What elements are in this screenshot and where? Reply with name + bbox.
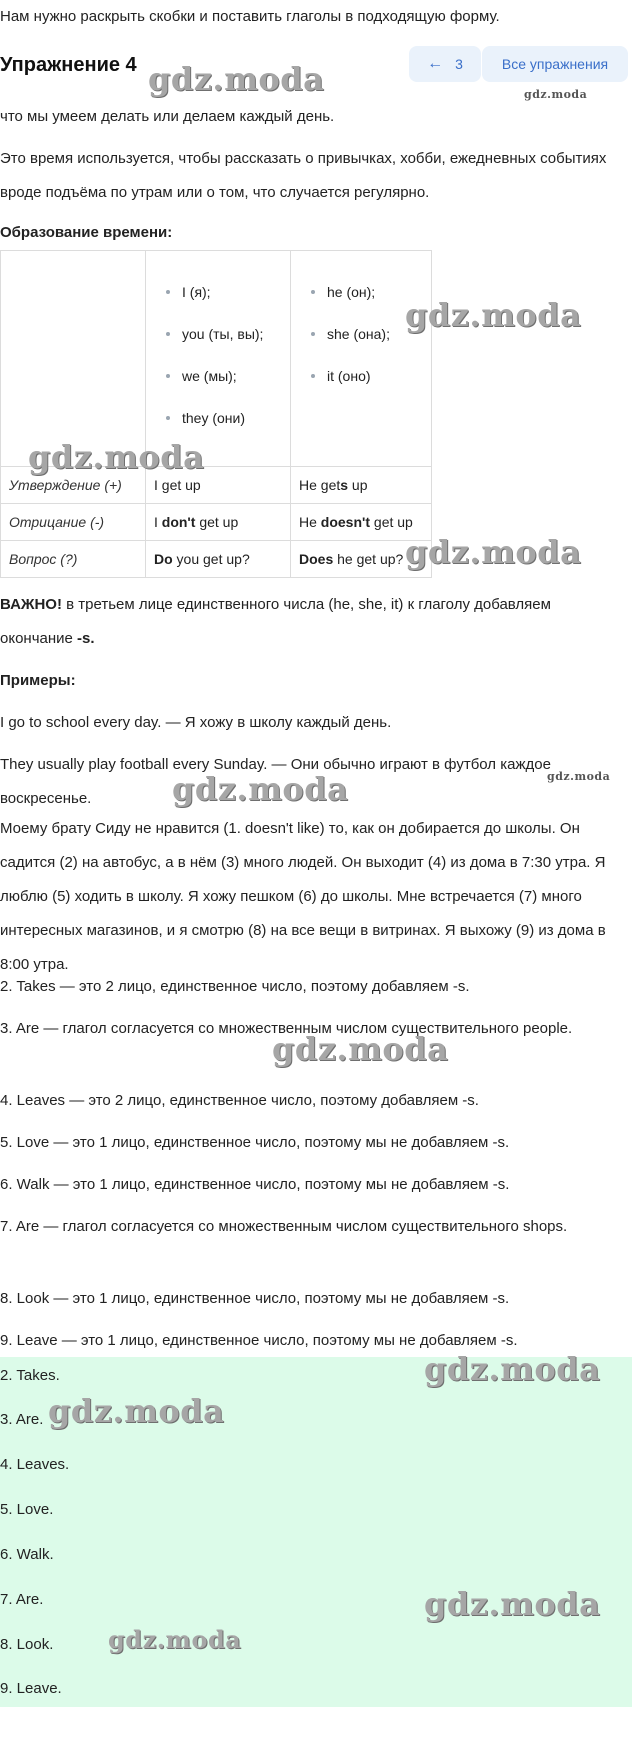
page-title: Упражнение 4 — [0, 54, 137, 76]
table-cell: Do you get up? — [146, 541, 291, 578]
watermark-logo: gdz.moda — [272, 1030, 449, 1068]
table-cell: I get up — [146, 467, 291, 504]
pronoun-item: you (ты, вы); — [166, 319, 282, 361]
watermark-logo: gdz.moda — [405, 533, 582, 571]
table-cell: He doesn't get up — [291, 504, 432, 541]
explanation-item: 4. Leaves — это 2 лицо, единственное число, поэтому добавляем -s. — [0, 1092, 479, 1109]
pronoun-item: he (он); — [311, 277, 423, 319]
watermark-logo: gdz.moda — [48, 1392, 225, 1430]
explanation-item: 3. Are — глагол согласуется со множественным числом существительного people. — [0, 1020, 573, 1037]
previous-exercise-button[interactable] — [409, 46, 481, 82]
answer-item: 8. Look. — [0, 1636, 54, 1653]
example-1: I go to school every day. — Я хожу в школу каждый день. — [0, 714, 392, 731]
watermark-logo: gdz.moda — [108, 1625, 242, 1654]
theory-paragraph-1: что мы умеем делать или делаем каждый день. — [0, 108, 335, 125]
watermark-logo: gdz.moda — [424, 1350, 601, 1388]
important-note: ВАЖНО! в третьем лице единственного числа (he, she, it) к глаголу добавляем окончание -s. — [0, 596, 551, 647]
conjugation-table — [0, 250, 432, 578]
watermark-logo: gdz.moda — [424, 1585, 601, 1623]
all-exercises-button[interactable]: Все упражнения — [482, 46, 628, 82]
translation-text: Моему брату Сиду не нравится (1. doesn't like) то, как он добирается до школы. Он садится (2) на автобус, а в нём (3) много людей. Он выходит (4) из дома в 7:30 утра. Я люблю (5) ходить в школу. Я хожу пешком (6) до школы. Мне встречается (7) много интересных магазинов, и я смотрю (8) на все вещи в витринах. Я выхожу (9) из дома в 8:00 утра. — [0, 820, 606, 973]
row-label: Утверждение (+) — [1, 467, 146, 504]
table-row — [1, 504, 432, 541]
pronoun-item: we (мы); — [166, 361, 282, 403]
table-pronouns-singular — [291, 251, 432, 467]
watermark-logo: gdz.moda — [172, 770, 349, 808]
theory-paragraph-2: Это время используется, чтобы рассказать о привычках, хобби, ежедневных событиях вроде подъёма по утрам или о том, что случается регулярно. — [0, 150, 607, 201]
explanation-item: 8. Look — это 1 лицо, единственное число, поэтому мы не добавляем -s. — [0, 1290, 510, 1307]
task-intro: Нам нужно раскрыть скобки и поставить глаголы в подходящую форму. — [0, 8, 500, 25]
pronoun-item: it (оно) — [311, 361, 423, 403]
explanation-item: 7. Are — глагол согласуется со множественным числом существительного shops. — [0, 1218, 568, 1235]
explanation-item: 9. Leave — это 1 лицо, единственное число, поэтому мы не добавляем -s. — [0, 1332, 518, 1349]
arrow-left-icon: ← — [427, 55, 444, 72]
table-header-row — [1, 251, 432, 467]
formation-heading: Образование времени: — [0, 224, 173, 241]
answer-item: 2. Takes. — [0, 1367, 60, 1384]
table-cell: He gets up — [291, 467, 432, 504]
watermark-logo: gdz.moda — [148, 60, 325, 98]
pronoun-item: she (она); — [311, 319, 423, 361]
answer-item: 3. Are. — [0, 1411, 44, 1428]
table-corner-cell — [1, 251, 146, 467]
table-pronouns-plural — [146, 251, 291, 467]
answer-item: 9. Leave. — [0, 1680, 62, 1697]
examples-heading: Примеры: — [0, 672, 76, 689]
watermark-logo: gdz.moda — [28, 438, 205, 476]
watermark-logo: gdz.moda — [524, 88, 588, 101]
table-row — [1, 541, 432, 578]
table-cell: I don't get up — [146, 504, 291, 541]
row-label: Вопрос (?) — [1, 541, 146, 578]
explanation-item: 6. Walk — это 1 лицо, единственное число, поэтому мы не добавляем -s. — [0, 1176, 510, 1193]
example-2: They usually play football every Sunday. — Они обычно играют в футбол каждое воскресенье. — [0, 756, 551, 807]
row-label: Отрицание (-) — [1, 504, 146, 541]
explanation-item: 2. Takes — это 2 лицо, единственное число, поэтому добавляем -s. — [0, 978, 470, 995]
pronoun-item: they (они) — [166, 403, 282, 445]
explanation-item: 5. Love — это 1 лицо, единственное число, поэтому мы не добавляем -s. — [0, 1134, 510, 1151]
answer-item: 5. Love. — [0, 1501, 54, 1518]
answer-item: 6. Walk. — [0, 1546, 54, 1563]
pronoun-item: I (я); — [166, 277, 282, 319]
watermark-logo: gdz.moda — [405, 296, 582, 334]
previous-exercise-label: 3 — [455, 56, 463, 72]
watermark-logo: gdz.moda — [547, 770, 611, 783]
table-cell: Does he get up? — [291, 541, 432, 578]
answer-item: 7. Are. — [0, 1591, 44, 1608]
answer-item: 4. Leaves. — [0, 1456, 70, 1473]
